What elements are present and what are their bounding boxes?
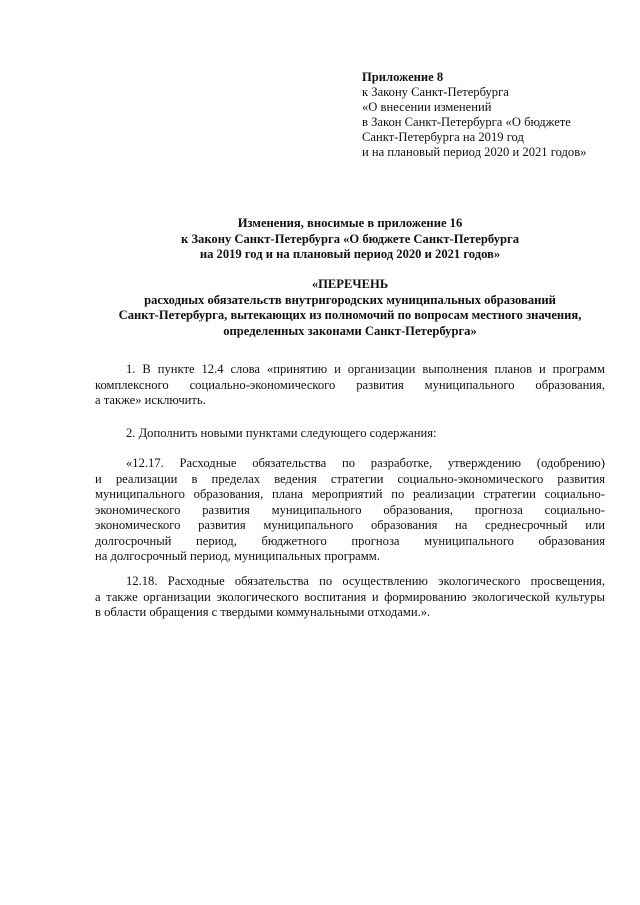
paragraph-line: комплексного социально-экономического развития муниципального образования, xyxy=(95,377,605,392)
paragraph-line: муниципального образования, плана мероприятий по реализации стратегии социально- xyxy=(95,487,605,501)
paragraph-item-2 xyxy=(95,426,605,442)
paragraph-line: а также» исключить. xyxy=(95,393,206,407)
appendix-line: Санкт-Петербурга на 2019 год xyxy=(362,130,524,144)
paragraph-line: экономического развития муниципального образования на среднесрочный или xyxy=(95,518,605,532)
paragraph-line: 2. Дополнить новыми пунктами следующего содержания: xyxy=(126,426,437,440)
list-title-line: расходных обязательств внутригородских муниципальных образований xyxy=(144,292,556,307)
paragraph-line: в области обращения с твердыми коммунальными отходами.». xyxy=(95,605,431,619)
paragraph-line: и реализации в пределах ведения стратегии социально-экономического развития xyxy=(95,471,605,486)
paragraph-item-12-18 xyxy=(95,574,605,621)
paragraph-line: на долгосрочный период, муниципальных программ. xyxy=(95,549,380,563)
list-title-line: Санкт-Петербурга, вытекающих из полномочий по вопросам местного значения, xyxy=(118,308,582,322)
document-heading xyxy=(95,216,605,263)
appendix-line: «О внесении изменений xyxy=(362,100,492,114)
paragraph-line: экономического развития муниципального образования, прогноза социально- xyxy=(95,502,605,517)
paragraph-line: 1. В пункте 12.4 слова «принятию и организации выполнения планов и программ xyxy=(126,362,605,376)
appendix-line: к Закону Санкт-Петербурга xyxy=(362,85,509,99)
heading-line: Изменения, вносимые в приложение 16 xyxy=(237,216,463,230)
appendix-reference xyxy=(362,70,632,160)
appendix-number: Приложение 8 xyxy=(362,70,444,84)
paragraph-line: 12.18. Расходные обязательства по осуществлению экологического просвещения, xyxy=(126,574,605,588)
list-title-line: «ПЕРЕЧЕНЬ xyxy=(311,277,389,291)
paragraph-line: долгосрочный период, бюджетного прогноза муниципального образования xyxy=(95,533,605,548)
list-title xyxy=(95,277,605,339)
paragraph-item-12-17 xyxy=(95,456,605,565)
heading-line: к Закону Санкт-Петербурга «О бюджете Санкт-Петербурга xyxy=(180,231,520,246)
paragraph-item-1 xyxy=(95,362,605,409)
appendix-line: и на плановый период 2020 и 2021 годов» xyxy=(362,145,587,159)
paragraph-line: а также организации экологического воспитания и формированию экологической культуры xyxy=(95,589,605,604)
appendix-line: в Закон Санкт-Петербурга «О бюджете xyxy=(362,115,571,129)
heading-line: на 2019 год и на плановый период 2020 и 2021 годов» xyxy=(199,247,501,261)
paragraph-line: «12.17. Расходные обязательства по разработке, утверждению (одобрению) xyxy=(126,456,605,470)
list-title-line: определенных законами Санкт-Петербурга» xyxy=(223,323,477,338)
